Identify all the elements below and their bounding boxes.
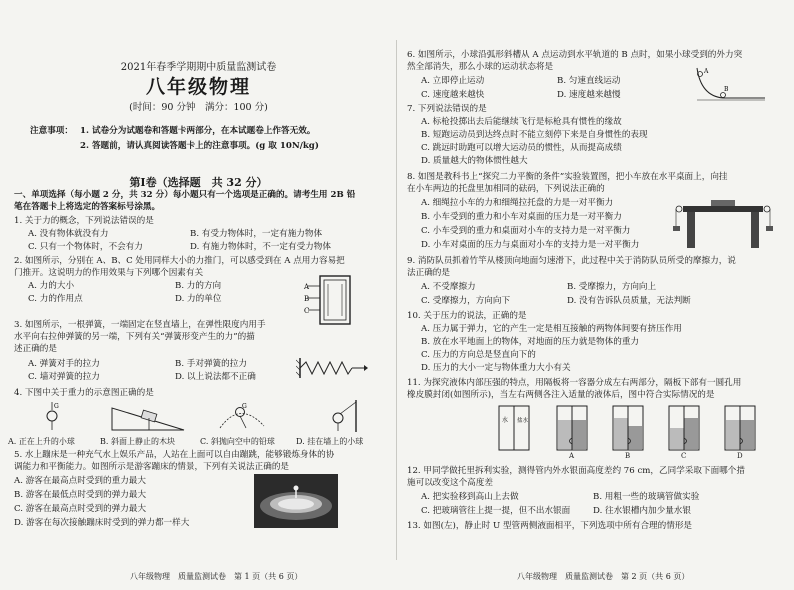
q10-option-d: D. 压力的大小一定与物体重力大小有关 [421,363,571,373]
q5-option-c: C. 游客在最高点时受到的弹力最大 [14,504,147,514]
q2-option-c: C. 力的作用点 [28,294,83,304]
q6-stem-cont: 然全部消失，那么小球的运动状态将是 [407,62,554,72]
q4-figure-c [214,400,274,432]
q12-option-b: B. 用粗一些的玻璃管做实验 [593,492,700,502]
slope-label-a: A [704,68,709,75]
q8-stem: 8. 如图是教科书上“探究二力平衡的条件”实验装置图，把小车放在水平桌面上，向挂 [407,172,728,182]
q10-option-c: C. 压力的方向总是竖直向下的 [421,350,536,360]
q12-option-a: A. 把实验移到高山上去做 [421,492,519,502]
q4-stem: 4. 下图中关于重力的示意图正确的是 [14,388,154,398]
slope-label-b: B [724,86,729,93]
trampoline-photo [254,474,338,528]
note-1: 1. 试卷分为试题卷和答题卡两部分，在本试题卷上作答无效。 [80,126,316,136]
q11-container-diagram [497,404,531,452]
q6-option-a: A. 立即停止运动 [421,76,485,86]
q4-figure-d [308,400,368,432]
q13-stem: 13. 如图(左)，静止时 U 型管两侧液面相平，下列选项中所有合理的情形是 [407,521,693,531]
note-2: 2. 答题前，请认真阅读答题卡上的注意事项。(g 取 10N/kg) [80,141,319,151]
svg-text:B: B [304,295,310,303]
q11-option-a-diagram [555,404,589,452]
q9-stem: 9. 消防队员抓着竹竿从楼顶向地面匀速滑下，此过程中关于消防队员所受的摩擦力，说 [407,256,736,266]
q6-option-b: B. 匀速直线运动 [557,76,621,86]
q11-option-c-diagram [667,404,701,452]
slope-figure [693,64,767,104]
q12-option-d: D. 往水银槽内加少量水银 [593,506,691,516]
footer-page-1: 八年级物理 质量监测试卷 第 1 页（共 6 页） [130,572,303,581]
q4-figure-a [22,400,82,432]
q7-stem: 7. 下列说法错误的是 [407,104,487,114]
q5-option-b: B. 游客在最低点时受到的弹力最大 [14,490,147,500]
q6-option-d: D. 速度越来越慢 [557,90,621,100]
q6-stem: 6. 如图所示，小球沿弧形斜槽从 A 点运动到水平轨道的 B 点时，如果小球受到的外力突 [407,50,743,60]
q4-figure-b [108,400,188,432]
q10-option-a: A. 压力属于弹力，它的产生一定是相互接触的两物体间要有挤压作用 [421,324,682,334]
footer-page-2: 八年级物理 质量监测试卷 第 2 页（共 6 页） [517,572,690,581]
q3-option-a: A. 弹簧对手的拉力 [28,359,100,369]
q12-option-c: C. 把玻璃管往上提一提，但不出水银面 [421,506,571,516]
q1-option-a: A. 没有物体就没有力 [28,229,109,239]
q10-option-b: B. 放在水平地面上的物体，对地面的压力就是物体的重力 [421,337,640,347]
q8-stem-cont: 在小车两边的托盘里加相同的砝码，下列说法正确的 [407,184,605,194]
q11-label-a: A [569,452,575,460]
q11-salt-label: 盐水 [517,418,529,424]
q6-option-c: C. 速度越来越快 [421,90,485,100]
q2-option-a: A. 力的大小 [28,281,75,291]
q5-option-a: A. 游客在最高点时受到的重力最大 [14,476,146,486]
q11-label-c: C [681,452,687,460]
q3-option-d: D. 以上说法都不正确 [175,372,256,382]
q9-option-b: B. 受摩擦力，方向向上 [567,282,657,292]
section-1-instruction-cont: 笔在答题卡上将选定的答案标号涂黑。 [14,202,161,212]
exam-subtitle: 2021年春季学期期中质量监测试卷 [120,62,277,73]
q2-stem: 2. 如图所示，分别在 A、B、C 处用同样大小的力推门，可以感受到在 A 点用力容易把 [14,256,345,266]
svg-text:G: G [54,403,59,410]
q9-option-c: C. 受摩擦力，方向向下 [421,296,511,306]
notes-label: 注意事项： [30,126,73,136]
svg-text:A: A [304,283,310,291]
door-figure [302,272,362,326]
spring-figure [296,356,368,380]
section-1-title: 第Ⅰ卷（选择题 共 32 分） [129,176,268,189]
q3-option-c: C. 墙对弹簧的拉力 [28,372,100,382]
q4-option-d: D. 挂在墙上的小球 [296,437,364,446]
q11-option-b-diagram [611,404,645,452]
q8-option-c: C. 小车受到的重力和桌面对小车的支持力是一对平衡力 [421,226,631,236]
q5-stem-cont: 调能力和平衡能力。如图所示是游客蹦床的情景，下列有关说法正确的是 [14,462,290,472]
q4-option-c: C. 斜抛向空中的铅球 [200,437,275,446]
page-2 [397,0,794,590]
q9-option-d: D. 没有告诉队员质量，无法判断 [567,296,691,306]
q1-option-c: C. 只有一个物体时，不会有力 [28,242,143,252]
q9-option-a: A. 不受摩擦力 [421,282,476,292]
q1-option-b: B. 有受力物体时，一定有施力物体 [190,229,323,239]
q11-water-label: 水 [502,417,509,424]
q7-option-a: A. 标枪投掷出去后能继续飞行是标枪具有惯性的缘故 [421,117,622,127]
cart-table-figure [673,192,773,252]
q8-option-d: D. 小车对桌面的压力与桌面对小车的支持力是一对平衡力 [421,240,640,250]
q2-option-b: B. 力的方向 [175,281,222,291]
q3-option-b: B. 手对弹簧的拉力 [175,359,247,369]
q9-stem-cont: 法正确的是 [407,268,450,278]
q11-label-d: D [737,452,743,460]
q2-option-d: D. 力的单位 [175,294,222,304]
q2-stem-cont: 门推开。这说明力的作用效果与下列哪个因素有关 [14,268,204,278]
q5-stem: 5. 水上蹦床是一种充气水上娱乐产品，人站在上面可以自由蹦跳，能够锻炼身体的协 [14,450,335,460]
q1-stem: 1. 关于力的概念，下列说法错误的是 [14,216,154,226]
q12-stem: 12. 甲同学做托里拆利实验，测得管内外水银面高度差约 76 cm，乙同学采取下面哪个措 [407,466,745,476]
q11-option-d-diagram [723,404,757,452]
q11-stem: 11. 为探究液体内部压强的特点，用隔板将一容器分成左右两部分，隔板下部有一圆孔用 [407,378,742,388]
q3-stem-cont2: 述正确的是 [14,344,57,354]
q1-option-d: D. 有施力物体时，不一定有受力物体 [190,242,331,252]
q4-option-b: B. 斜面上静止的木块 [100,437,175,446]
section-1-instruction: 一、单项选择（每小题 2 分，共 32 分）每小题只有一个选项是正确的。请考生用 2B 铅 [14,190,356,200]
q8-option-b: B. 小车受到的重力和小车对桌面的压力是一对平衡力 [421,212,622,222]
q12-stem-cont: 施可以改变这个高度差 [407,478,493,488]
q7-option-b: B. 短跑运动员到达终点时不能立刻停下来是自身惯性的表现 [421,130,648,140]
q8-option-a: A. 细绳拉小车的力和细绳拉托盘的力是一对平衡力 [421,198,614,208]
exam-title: 八年级物理 [145,76,251,98]
q7-option-d: D. 质量越大的物体惯性越大 [421,156,528,166]
svg-text:C: C [304,307,310,315]
svg-text:G: G [242,403,247,410]
q5-option-d: D. 游客在每次接触蹦床时受到的弹力都一样大 [14,518,190,528]
q4-option-a: A. 正在上升的小球 [8,437,75,446]
exam-time-info: (时间：90 分钟 满分：100 分) [129,102,268,113]
q7-option-c: C. 跳远时助跑可以增大运动员的惯性，从而提高成绩 [421,143,622,153]
q11-label-b: B [625,452,631,460]
q3-stem-cont: 水平向右拉伸弹簧的另一端，下列有关“弹簧形变产生的力”的描 [14,332,255,342]
q11-stem-cont: 橡皮膜封闭(如图所示)，当左右两侧各注入适量的液体后，图中符合实际情况的是 [407,390,715,400]
q3-stem: 3. 如图所示，一根弹簧，一端固定在竖直墙上，在弹性限度内用手 [14,320,266,330]
q10-stem: 10. 关于压力的说法，正确的是 [407,311,527,321]
